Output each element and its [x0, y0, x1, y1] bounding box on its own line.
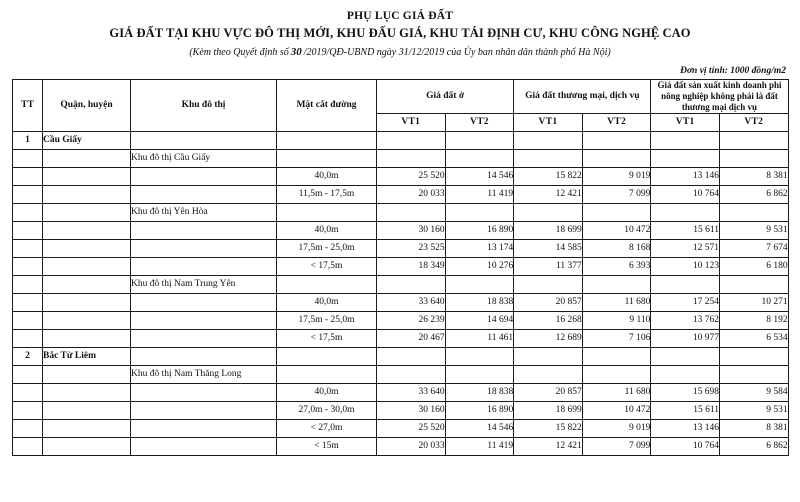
table-row — [13, 167, 789, 185]
cell-commercial-vt2: 8 168 — [582, 239, 651, 257]
cell-commercial-vt2 — [582, 131, 651, 149]
cell-district — [43, 167, 131, 185]
table-body — [13, 131, 789, 455]
cell-road: 11,5m - 17,5m — [277, 185, 377, 203]
cell-production-vt2 — [719, 131, 788, 149]
cell-commercial-vt1: 18 699 — [514, 221, 583, 239]
cell-production-vt2: 8 192 — [719, 311, 788, 329]
column-header-production-vt2: VT2 — [719, 113, 788, 131]
cell-road: 17,5m - 25,0m — [277, 239, 377, 257]
cell-residential-vt1 — [377, 131, 446, 149]
cell-residential-vt2: 18 838 — [445, 293, 514, 311]
cell-road: 40,0m — [277, 221, 377, 239]
cell-residential-vt1: 20 033 — [377, 437, 446, 455]
cell-road — [277, 347, 377, 365]
cell-production-vt2 — [719, 275, 788, 293]
cell-tt — [13, 185, 43, 203]
cell-commercial-vt1: 12 421 — [514, 185, 583, 203]
cell-zone — [131, 437, 277, 455]
cell-production-vt2: 8 381 — [719, 419, 788, 437]
cell-district — [43, 185, 131, 203]
cell-residential-vt2: 11 419 — [445, 437, 514, 455]
cell-residential-vt2 — [445, 347, 514, 365]
cell-production-vt1: 10 123 — [651, 257, 720, 275]
cell-commercial-vt2: 11 680 — [582, 383, 651, 401]
cell-production-vt1: 17 254 — [651, 293, 720, 311]
cell-commercial-vt1: 16 268 — [514, 311, 583, 329]
table-row — [13, 329, 789, 347]
cell-production-vt1: 10 764 — [651, 437, 720, 455]
cell-road: 27,0m - 30,0m — [277, 401, 377, 419]
cell-commercial-vt2: 11 680 — [582, 293, 651, 311]
cell-zone — [131, 257, 277, 275]
column-header-residential-vt2: VT2 — [445, 113, 514, 131]
cell-tt — [13, 275, 43, 293]
cell-production-vt1: 12 571 — [651, 239, 720, 257]
cell-district: Bắc Từ Liêm — [43, 347, 131, 365]
table-header — [13, 79, 789, 131]
cell-residential-vt2: 11 461 — [445, 329, 514, 347]
cell-commercial-vt2: 6 393 — [582, 257, 651, 275]
table-row — [13, 293, 789, 311]
cell-road: 40,0m — [277, 383, 377, 401]
cell-zone — [131, 185, 277, 203]
cell-road: 40,0m — [277, 167, 377, 185]
column-header-commercial-vt1: VT1 — [514, 113, 583, 131]
cell-production-vt2 — [719, 203, 788, 221]
column-header-zone: Khu đô thị — [131, 79, 277, 131]
table-row — [13, 383, 789, 401]
column-header-tt: TT — [13, 79, 43, 131]
cell-zone — [131, 347, 277, 365]
decree-suffix: /2019/QĐ-UBND ngày 31/12/2019 của Ủy ban nhân dân thành phố Hà Nội) — [303, 46, 611, 58]
table-row — [13, 185, 789, 203]
cell-production-vt1 — [651, 131, 720, 149]
cell-district — [43, 275, 131, 293]
cell-production-vt2 — [719, 347, 788, 365]
cell-road: < 17,5m — [277, 329, 377, 347]
column-header-residential-vt1: VT1 — [377, 113, 446, 131]
cell-commercial-vt1 — [514, 275, 583, 293]
cell-district — [43, 365, 131, 383]
cell-road: < 15m — [277, 437, 377, 455]
cell-commercial-vt1: 20 857 — [514, 383, 583, 401]
cell-tt — [13, 167, 43, 185]
column-header-commercial-vt2: VT2 — [582, 113, 651, 131]
column-header-production: Giá đất sản xuất kinh doanh phi nông nghiệp không phải là đất thương mại dịch vụ — [651, 79, 788, 113]
cell-road — [277, 365, 377, 383]
cell-commercial-vt1: 15 822 — [514, 167, 583, 185]
unit-note: Đơn vị tính: 1000 đồng/m2 — [680, 65, 786, 76]
cell-residential-vt2 — [445, 275, 514, 293]
cell-tt — [13, 311, 43, 329]
column-header-district: Quận, huyện — [43, 79, 131, 131]
column-header-residential: Giá đất ở — [377, 79, 514, 113]
cell-production-vt1: 10 977 — [651, 329, 720, 347]
cell-commercial-vt2: 7 106 — [582, 329, 651, 347]
cell-residential-vt1: 30 160 — [377, 401, 446, 419]
cell-commercial-vt2: 9 019 — [582, 419, 651, 437]
cell-tt — [13, 365, 43, 383]
table-row — [13, 131, 789, 149]
page-title: PHỤ LỤC GIÁ ĐẤT — [346, 10, 454, 22]
cell-production-vt2 — [719, 365, 788, 383]
cell-commercial-vt2 — [582, 203, 651, 221]
cell-road — [277, 275, 377, 293]
decree-number: 30 — [290, 45, 302, 58]
cell-tt: 1 — [13, 131, 43, 149]
cell-road: 17,5m - 25,0m — [277, 311, 377, 329]
cell-production-vt1 — [651, 203, 720, 221]
cell-district — [43, 401, 131, 419]
cell-residential-vt2 — [445, 131, 514, 149]
cell-residential-vt2 — [445, 149, 514, 167]
cell-commercial-vt1 — [514, 365, 583, 383]
cell-production-vt1: 10 764 — [651, 185, 720, 203]
table-row — [13, 437, 789, 455]
cell-road: 40,0m — [277, 293, 377, 311]
cell-zone — [131, 419, 277, 437]
cell-commercial-vt1: 12 421 — [514, 437, 583, 455]
cell-residential-vt2: 16 890 — [445, 401, 514, 419]
cell-production-vt1: 13 146 — [651, 419, 720, 437]
table-row — [13, 311, 789, 329]
cell-zone — [131, 329, 277, 347]
cell-production-vt1: 13 762 — [651, 311, 720, 329]
cell-road — [277, 131, 377, 149]
cell-residential-vt1: 33 640 — [377, 383, 446, 401]
cell-production-vt1: 15 698 — [651, 383, 720, 401]
table-row — [13, 203, 789, 221]
cell-residential-vt1: 25 520 — [377, 419, 446, 437]
cell-commercial-vt2 — [582, 347, 651, 365]
cell-commercial-vt1: 18 699 — [514, 401, 583, 419]
cell-production-vt1 — [651, 347, 720, 365]
cell-district — [43, 419, 131, 437]
cell-zone — [131, 293, 277, 311]
cell-commercial-vt1: 12 689 — [514, 329, 583, 347]
cell-commercial-vt1: 11 377 — [514, 257, 583, 275]
cell-tt — [13, 239, 43, 257]
cell-zone: Khu đô thị Nam Trung Yên — [131, 275, 277, 293]
cell-residential-vt1: 30 160 — [377, 221, 446, 239]
page-subtitle: GIÁ ĐẤT TẠI KHU VỰC ĐÔ THỊ MỚI, KHU ĐẤU GIÁ, KHU TÁI ĐỊNH CƯ, KHU CÔNG NGHỆ CAO — [109, 26, 691, 41]
cell-production-vt2: 7 674 — [719, 239, 788, 257]
cell-tt — [13, 401, 43, 419]
cell-production-vt2: 9 531 — [719, 401, 788, 419]
cell-residential-vt1 — [377, 149, 446, 167]
cell-tt — [13, 437, 43, 455]
cell-zone: Khu đô thị Cầu Giấy — [131, 149, 277, 167]
decree-prefix: (Kèm theo Quyết định số — [189, 46, 289, 58]
cell-district — [43, 257, 131, 275]
column-header-production-vt1: VT1 — [651, 113, 720, 131]
cell-commercial-vt2 — [582, 149, 651, 167]
cell-production-vt1 — [651, 275, 720, 293]
cell-zone — [131, 239, 277, 257]
cell-residential-vt1 — [377, 275, 446, 293]
cell-commercial-vt2 — [582, 365, 651, 383]
cell-production-vt2 — [719, 149, 788, 167]
cell-commercial-vt2: 9 019 — [582, 167, 651, 185]
cell-district: Cầu Giấy — [43, 131, 131, 149]
decree-reference — [12, 45, 788, 59]
cell-residential-vt1: 20 033 — [377, 185, 446, 203]
cell-production-vt2: 6 862 — [719, 185, 788, 203]
table-row — [13, 347, 789, 365]
column-header-road: Mặt cắt đường — [277, 79, 377, 131]
cell-zone — [131, 221, 277, 239]
table-row — [13, 149, 789, 167]
cell-zone — [131, 131, 277, 149]
cell-production-vt1: 15 611 — [651, 401, 720, 419]
cell-residential-vt2: 14 694 — [445, 311, 514, 329]
cell-district — [43, 311, 131, 329]
cell-residential-vt2: 18 838 — [445, 383, 514, 401]
cell-zone: Khu đô thị Nam Thăng Long — [131, 365, 277, 383]
cell-commercial-vt2: 7 099 — [582, 185, 651, 203]
cell-production-vt1: 13 146 — [651, 167, 720, 185]
cell-residential-vt1: 26 239 — [377, 311, 446, 329]
table-row — [13, 401, 789, 419]
cell-residential-vt2 — [445, 365, 514, 383]
table-row — [13, 275, 789, 293]
cell-commercial-vt2: 7 099 — [582, 437, 651, 455]
cell-district — [43, 293, 131, 311]
land-price-table — [12, 79, 789, 456]
cell-zone — [131, 383, 277, 401]
cell-production-vt2: 9 584 — [719, 383, 788, 401]
cell-commercial-vt1: 14 585 — [514, 239, 583, 257]
cell-tt — [13, 203, 43, 221]
cell-residential-vt2: 14 546 — [445, 167, 514, 185]
cell-residential-vt2: 11 419 — [445, 185, 514, 203]
cell-district — [43, 203, 131, 221]
cell-residential-vt2 — [445, 203, 514, 221]
cell-tt — [13, 383, 43, 401]
cell-zone — [131, 401, 277, 419]
cell-tt — [13, 257, 43, 275]
document-heading — [12, 0, 788, 59]
cell-tt — [13, 149, 43, 167]
cell-tt — [13, 329, 43, 347]
cell-production-vt2: 6 180 — [719, 257, 788, 275]
cell-commercial-vt1: 15 822 — [514, 419, 583, 437]
cell-residential-vt2: 13 174 — [445, 239, 514, 257]
cell-residential-vt1: 25 520 — [377, 167, 446, 185]
cell-production-vt1: 15 611 — [651, 221, 720, 239]
cell-production-vt2: 6 862 — [719, 437, 788, 455]
cell-zone — [131, 167, 277, 185]
cell-zone — [131, 311, 277, 329]
cell-commercial-vt2: 10 472 — [582, 401, 651, 419]
cell-tt — [13, 419, 43, 437]
cell-commercial-vt1 — [514, 203, 583, 221]
cell-zone: Khu đô thị Yên Hòa — [131, 203, 277, 221]
table-row — [13, 239, 789, 257]
cell-residential-vt1: 18 349 — [377, 257, 446, 275]
cell-commercial-vt1: 20 857 — [514, 293, 583, 311]
cell-district — [43, 149, 131, 167]
cell-tt: 2 — [13, 347, 43, 365]
cell-residential-vt1 — [377, 203, 446, 221]
cell-production-vt2: 9 531 — [719, 221, 788, 239]
table-row — [13, 257, 789, 275]
cell-production-vt2: 6 534 — [719, 329, 788, 347]
cell-tt — [13, 293, 43, 311]
cell-residential-vt1: 23 525 — [377, 239, 446, 257]
cell-residential-vt1 — [377, 365, 446, 383]
cell-district — [43, 221, 131, 239]
cell-residential-vt2: 10 276 — [445, 257, 514, 275]
cell-commercial-vt1 — [514, 347, 583, 365]
cell-production-vt1 — [651, 365, 720, 383]
cell-residential-vt2: 14 546 — [445, 419, 514, 437]
cell-road: < 27,0m — [277, 419, 377, 437]
cell-production-vt1 — [651, 149, 720, 167]
table-row — [13, 221, 789, 239]
cell-production-vt2: 10 271 — [719, 293, 788, 311]
table-row — [13, 419, 789, 437]
cell-residential-vt2: 16 890 — [445, 221, 514, 239]
table-row — [13, 365, 789, 383]
cell-commercial-vt2 — [582, 275, 651, 293]
cell-road: < 17,5m — [277, 257, 377, 275]
cell-road — [277, 149, 377, 167]
cell-tt — [13, 221, 43, 239]
cell-production-vt2: 8 381 — [719, 167, 788, 185]
cell-commercial-vt2: 9 110 — [582, 311, 651, 329]
cell-commercial-vt2: 10 472 — [582, 221, 651, 239]
cell-district — [43, 437, 131, 455]
cell-road — [277, 203, 377, 221]
cell-residential-vt1: 20 467 — [377, 329, 446, 347]
cell-commercial-vt1 — [514, 149, 583, 167]
cell-residential-vt1 — [377, 347, 446, 365]
cell-residential-vt1: 33 640 — [377, 293, 446, 311]
cell-commercial-vt1 — [514, 131, 583, 149]
cell-district — [43, 383, 131, 401]
column-header-commercial: Giá đất thương mại, dịch vụ — [514, 79, 651, 113]
cell-district — [43, 329, 131, 347]
cell-district — [43, 239, 131, 257]
